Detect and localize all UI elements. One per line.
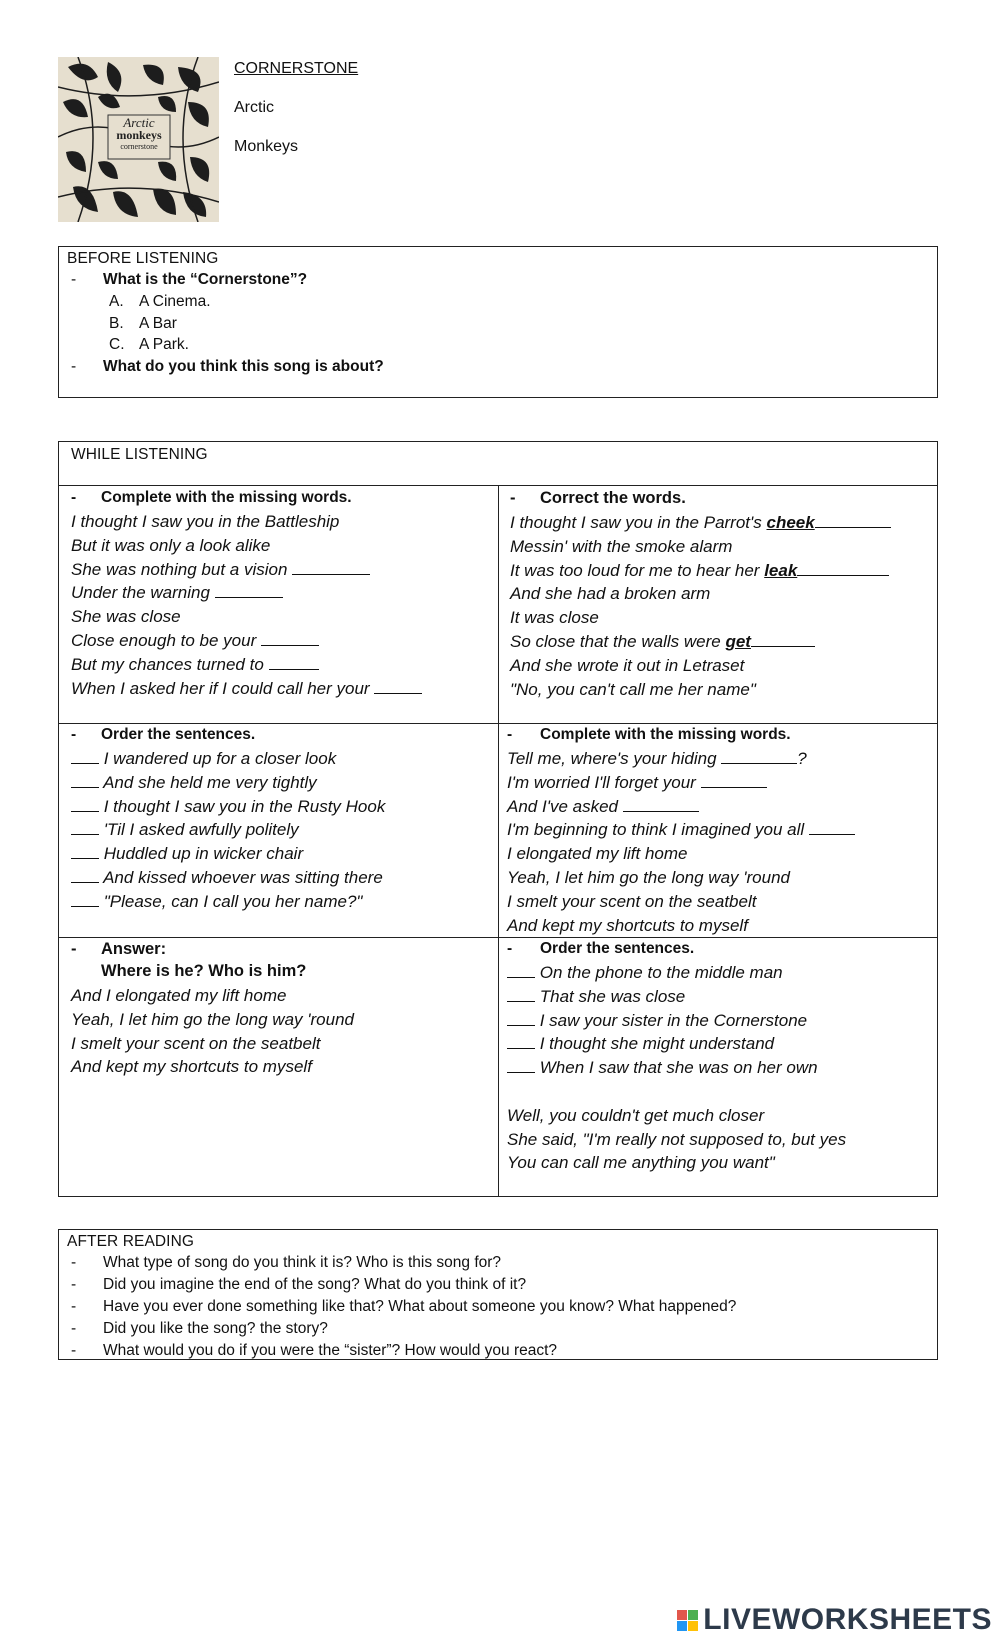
c6-order-input[interactable] — [507, 1034, 535, 1049]
c3-line: And kissed whoever was sitting there — [103, 867, 383, 887]
c2-line: So close that the walls were — [510, 631, 726, 651]
liveworksheets-logo-text: LIVEWORKSHEETS — [703, 1603, 992, 1636]
c4-line: Tell me, where's your hiding — [507, 749, 717, 768]
option-a: A. A Cinema. — [109, 293, 211, 310]
c3-order-input[interactable] — [71, 844, 99, 859]
cover-text-arctic: Arctic — [123, 115, 155, 130]
c4-blank-input[interactable] — [721, 749, 797, 764]
c1-line: But it was only a look alike — [71, 535, 271, 555]
c1-line: I thought I saw you in the Battleship — [71, 512, 340, 531]
before-listening-title: BEFORE LISTENING — [67, 250, 219, 267]
cell-complete-words-2: - Complete with the missing words. Tell me, where's your hiding ? I'm worried I'll forget your And I've asked I'm beginning to think I imagined you all I elongated my lift home Yeah, I let him go the long way 'round I smelt your scent on the seatbelt And kept my shortcuts to myself — [507, 726, 932, 937]
after-question: What type of song do you think it is? Who is this song for? — [103, 1254, 502, 1271]
c2-answer-cheek: cheek — [766, 513, 815, 532]
c6-line: That she was close — [539, 986, 686, 1006]
c3-order-input[interactable] — [71, 749, 99, 764]
song-title: CORNERSTONE — [234, 60, 359, 77]
c1-line: She was nothing but a vision — [71, 559, 288, 579]
after-question: Did you like the song? the story? — [103, 1320, 328, 1337]
after-question: What would you do if you were the “sister”? How would you react? — [103, 1342, 558, 1359]
c2-line: I thought I saw you in the Parrot's — [510, 513, 767, 532]
c5-line: Yeah, I let him go the long way 'round — [71, 1009, 354, 1029]
c3-order-input[interactable] — [71, 820, 99, 835]
c4-line-end: ? — [797, 749, 807, 768]
c4-line: And kept my shortcuts to myself — [507, 915, 748, 935]
c6-tail-line: You can call me anything you want" — [507, 1153, 775, 1173]
while-listening-header — [58, 441, 938, 486]
c6-order-input[interactable] — [507, 987, 535, 1002]
c4-line: I elongated my lift home — [507, 844, 688, 864]
c1-blank-input[interactable] — [374, 679, 422, 694]
c1-line: She was close — [71, 607, 181, 627]
c6-line: I saw your sister in the Cornerstone — [539, 1010, 808, 1030]
c5-line: And I elongated my lift home — [71, 986, 287, 1005]
while-listening-grid — [58, 485, 938, 1197]
cell-correct-words: - Correct the words. I thought I saw you in the Parrot's cheek Messin' with the smoke alarm It was too loud for me to hear her leak And she had a broken arm It was close So close that the walls were get And she wrote it out in Letraset "No, you can't call me her name" — [510, 489, 930, 701]
c6-order-input[interactable] — [507, 1058, 535, 1073]
c6-order-input[interactable] — [507, 963, 535, 978]
c6-tail-line: She said, "I'm really not supposed to, but yes — [507, 1129, 847, 1149]
c4-line: I'm beginning to think I imagined you all — [507, 820, 805, 840]
c6-line: When I saw that she was on her own — [539, 1058, 818, 1078]
liveworksheets-logo[interactable] — [677, 1603, 992, 1637]
cell1-heading: Complete with the missing words. — [101, 489, 352, 506]
c6-order-input[interactable] — [507, 1011, 535, 1026]
c2-blank-input[interactable] — [815, 513, 891, 528]
cell-order-sentences-2: - Order the sentences. On the phone to the middle man That she was close I saw your sister in the Cornerstone I thought she might understand When I saw that she was on her own Well, you couldn't get much closer She said, "I'm really not supposed to, but yes You can call me anything you want" — [507, 940, 932, 1175]
c2-line: Messin' with the smoke alarm — [510, 536, 733, 556]
c4-line: And I've asked — [507, 796, 618, 816]
cell-answer: - Answer: Where is he? Who is him? And I elongated my lift home Yeah, I let him go the long way 'round I smelt your scent on the seatbelt And kept my shortcuts to myself — [71, 940, 491, 1079]
before-listening-box: BEFORE LISTENING - What is the “Cornerstone”? A. A Cinema. B. A Bar C. A Park. - What do you think this song is about? — [58, 246, 938, 398]
c1-blank-input[interactable] — [292, 560, 370, 575]
c1-line: Under the warning — [71, 583, 210, 603]
c4-blank-input[interactable] — [701, 773, 767, 788]
artist-line-2: Monkeys — [234, 138, 299, 155]
c5-line: I smelt your scent on the seatbelt — [71, 1033, 321, 1053]
cell-order-sentences-1: - Order the sentences. I wandered up for a closer look And she held me very tightly I thought I saw you in the Rusty Hook 'Til I asked awfully politely Huddled up in wicker chair And kissed whoever was sitting there "Please, can I call you her name?" — [71, 726, 386, 911]
c4-blank-input[interactable] — [809, 820, 855, 835]
cell6-heading: Order the sentences. — [540, 940, 695, 957]
while-listening-title: WHILE LISTENING — [71, 446, 208, 463]
c3-line: "Please, can I call you her name?" — [103, 891, 363, 911]
liveworksheets-logo-icon — [677, 1610, 699, 1632]
c1-blank-input[interactable] — [215, 583, 283, 598]
c1-line: When I asked her if I could call her your — [71, 678, 370, 698]
c3-line: 'Til I asked awfully politely — [103, 820, 299, 840]
c2-line: And she had a broken arm — [510, 584, 711, 604]
c2-blank-input[interactable] — [751, 632, 815, 647]
cell5-question: Where is he? Who is him? — [101, 962, 307, 980]
before-question-2: What do you think this song is about? — [103, 357, 384, 375]
c3-order-input[interactable] — [71, 892, 99, 907]
c4-line: I smelt your scent on the seatbelt — [507, 891, 757, 911]
c3-order-input[interactable] — [71, 773, 99, 788]
c1-line: Close enough to be your — [71, 630, 257, 650]
after-question: Have you ever done something like that? What about someone you know? What happened? — [103, 1298, 737, 1315]
c3-line: I thought I saw you in the Rusty Hook — [103, 796, 386, 816]
cell4-heading: Complete with the missing words. — [540, 726, 791, 743]
c2-answer-get: get — [725, 631, 751, 651]
c1-blank-input[interactable] — [261, 631, 319, 646]
c2-line: It was close — [510, 608, 599, 628]
after-reading-title: AFTER READING — [67, 1233, 195, 1250]
album-cover-image — [58, 57, 219, 222]
c4-line: I'm worried I'll forget your — [507, 772, 696, 792]
c3-line: And she held me very tightly — [103, 772, 317, 792]
c3-line: I wandered up for a closer look — [103, 749, 337, 768]
c6-tail-line: Well, you couldn't get much closer — [507, 1105, 765, 1125]
cell3-heading: Order the sentences. — [101, 726, 256, 743]
option-b: B. A Bar — [109, 314, 177, 332]
after-reading-box: AFTER READING - What type of song do you think it is? Who is this song for? - Did you imagine the end of the song? What do you think of it? - Have you ever done something like that? What about someone you know? What happened? - Did you like the song? the story? - What would you do if you were the “sister”? How would you react? — [58, 1229, 938, 1360]
cell5-heading: Answer: — [101, 940, 167, 958]
cell2-heading: Correct the words. — [540, 489, 686, 507]
cover-text-monkeys: monkeys — [116, 128, 162, 142]
c4-line: Yeah, I let him go the long way 'round — [507, 867, 790, 887]
cover-text-cornerstone: cornerstone — [120, 142, 158, 151]
c6-line: I thought she might understand — [539, 1034, 775, 1054]
c2-line: It was too loud for me to hear her — [510, 560, 765, 580]
c3-order-input[interactable] — [71, 868, 99, 883]
c3-order-input[interactable] — [71, 797, 99, 812]
c3-line: Huddled up in wicker chair — [103, 844, 304, 864]
before-question-1: What is the “Cornerstone”? — [103, 271, 308, 288]
option-c: C. A Park. — [109, 336, 189, 353]
c2-blank-input[interactable] — [797, 561, 889, 576]
cell-complete-words-1: - Complete with the missing words. I thought I saw you in the Battleship But it was only a look alike She was nothing but a vision Under the warning She was close Close enough to be your But my chances turned to When I asked her if I could call her your — [71, 489, 491, 700]
c2-answer-leak: leak — [764, 560, 798, 580]
c1-blank-input[interactable] — [269, 655, 319, 670]
c5-line: And kept my shortcuts to myself — [71, 1057, 312, 1077]
c2-line: "No, you can't call me her name" — [510, 679, 756, 699]
c1-line: But my chances turned to — [71, 654, 264, 674]
after-question: Did you imagine the end of the song? What do you think of it? — [103, 1276, 527, 1293]
artist-line-1: Arctic — [234, 99, 274, 116]
c4-blank-input[interactable] — [623, 797, 699, 812]
c6-line: On the phone to the middle man — [539, 963, 783, 982]
c2-line: And she wrote it out in Letraset — [510, 655, 745, 675]
